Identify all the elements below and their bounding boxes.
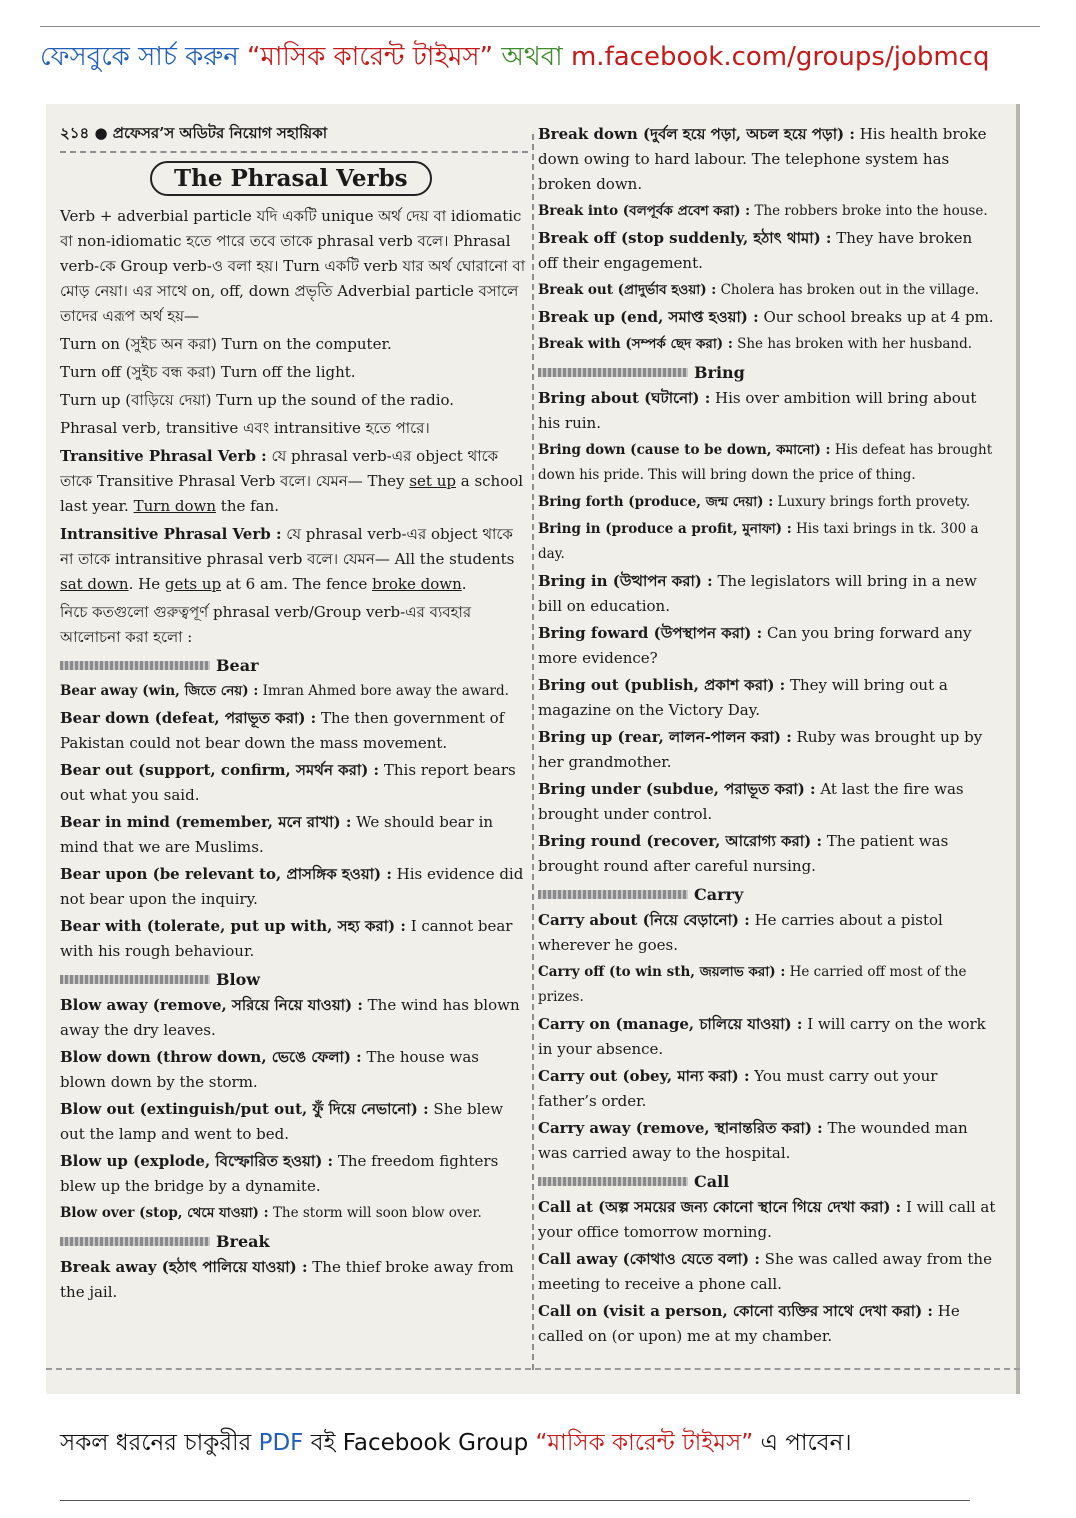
- phrasal-verb-term: Bear away (win, জিতে নেয়) :: [60, 683, 259, 699]
- phrasal-verb-entry: [60, 1201, 528, 1226]
- phrasal-verb-entry: [60, 679, 528, 704]
- phrasal-verb-entry: [60, 1149, 528, 1199]
- scanned-page: [46, 104, 1020, 1394]
- phrasal-verb-example: The wounded man was carried away to the hospital.: [538, 1119, 968, 1162]
- example-turn-up: Turn up (বাড়িয়ে দেয়া) Turn up the sound of the radio.: [60, 391, 455, 409]
- phrasal-verb-example: The wind has blown away the dry leaves.: [60, 996, 520, 1039]
- transitive-term: Transitive Phrasal Verb :: [60, 447, 267, 465]
- phrasal-verb-term: Break down (দুর্বল হয়ে পড়া, অচল হয়ে পড়া) :: [538, 125, 855, 143]
- section-heading-label: Bear: [216, 656, 259, 675]
- transitive-example-1: set up: [409, 472, 456, 490]
- section-bar: [538, 1177, 688, 1186]
- section-heading: [60, 1232, 528, 1251]
- phrasal-verb-entry: [538, 829, 996, 879]
- intransitive-example-2: gets up: [164, 575, 222, 593]
- transitive-mid: a school last year.: [60, 472, 524, 515]
- section-bar: [60, 661, 210, 670]
- phrasal-verb-example: He carries about a pistol wherever he goes.: [538, 911, 943, 954]
- transitive-text: যে phrasal verb-এর object থাকে তাকে Transitive Phrasal Verb বলে। যেমন— They: [60, 447, 499, 490]
- phrasal-verb-entry: [538, 673, 996, 723]
- phrasal-verb-example: Cholera has broken out in the village.: [720, 282, 979, 298]
- phrasal-verb-entry: [538, 1012, 996, 1062]
- phrasal-verb-term: Blow up (explode, বিস্ফোরিত হওয়া) :: [60, 1152, 334, 1170]
- section-heading-label: Carry: [694, 885, 744, 904]
- phrasal-verb-term: Bring forth (produce, জন্ম দেয়া) :: [538, 494, 774, 510]
- running-head: ২১৪ ● প্রফেসর’স অডিটর নিয়োগ সহায়িকা: [60, 122, 528, 153]
- phrasal-verb-entry: [538, 1064, 996, 1114]
- section-heading: [538, 885, 996, 904]
- left-sections: [60, 656, 528, 1305]
- phrasal-verb-term: Carry about (নিয়ে বেড়ানো) :: [538, 911, 750, 929]
- phrasal-verb-entry: [60, 862, 528, 912]
- phrasal-verb-example: I will call at your office tomorrow morning.: [538, 1198, 996, 1241]
- phrasal-verb-entry: [538, 1299, 996, 1349]
- transitivity-note: Phrasal verb, transitive এবং intransitive হতে পারে।: [60, 419, 430, 437]
- intransitive-definition: [60, 522, 528, 597]
- phrasal-verb-example: She blew out the lamp and went to bed.: [60, 1100, 504, 1143]
- phrasal-verb-term: Call away (কোথাও যেতে বলা) :: [538, 1250, 760, 1268]
- phrasal-verb-entry: [538, 569, 996, 619]
- phrasal-verb-entry: [538, 1247, 996, 1297]
- phrasal-verb-example: Ruby was brought up by her grandmother.: [538, 728, 983, 771]
- phrasal-verb-entry: [60, 1097, 528, 1147]
- transitive-end: the fan.: [220, 497, 280, 515]
- section-heading: [60, 970, 528, 989]
- phrasal-verb-entry: [60, 1045, 528, 1095]
- phrasal-verb-example: The patient was brought round after careful nursing.: [538, 832, 949, 875]
- phrasal-verb-entry: [538, 305, 996, 330]
- phrasal-verb-term: Blow away (remove, সরিয়ে নিয়ে যাওয়া) :: [60, 996, 363, 1014]
- phrasal-verb-term: Bear with (tolerate, put up with, সহ্য করা) :: [60, 917, 406, 935]
- phrasal-verb-entry: [60, 758, 528, 808]
- header-url-link[interactable]: m.facebook.com/groups/jobmcq: [570, 42, 990, 72]
- phrasal-verb-entry: [60, 810, 528, 860]
- phrasal-verb-example: His taxi brings in tk. 300 a day.: [538, 521, 979, 562]
- phrasal-verb-term: Break with (সম্পর্ক ছেদ করা) :: [538, 336, 733, 352]
- header-group-name: “মাসিক কারেন্ট টাইমস”: [247, 42, 494, 72]
- phrasal-verb-example: Can you bring forward any more evidence?: [538, 624, 972, 667]
- phrasal-verb-example: At last the fire was brought under control.: [538, 780, 964, 823]
- phrasal-verb-term: Bring in (উত্থাপন করা) :: [538, 572, 713, 590]
- section-heading: [538, 1172, 996, 1191]
- header-or-text: অথবা: [501, 42, 563, 72]
- phrasal-verb-example: I will carry on the work in your absence.: [538, 1015, 986, 1058]
- example-turn-on: Turn on (সুইচ অন করা) Turn on the computer.: [60, 335, 392, 353]
- break-continued-entries: [538, 122, 996, 357]
- phrasal-verb-entry: [60, 706, 528, 756]
- phrasal-verb-example: His health broke down owing to hard labour. The telephone system has broken down.: [538, 125, 987, 193]
- footer-rule: [60, 1500, 970, 1501]
- phrasal-verb-entry: [538, 490, 996, 515]
- phrasal-verb-term: Carry away (remove, স্থানান্তরিত করা) :: [538, 1119, 823, 1137]
- phrasal-verb-example: The freedom fighters blew up the bridge by a dynamite.: [60, 1152, 499, 1195]
- phrasal-verb-example: He carried off most of the prizes.: [538, 964, 967, 1005]
- phrasal-verb-term: Bring foward (উপস্থাপন করা) :: [538, 624, 763, 642]
- transitive-definition: [60, 444, 528, 519]
- header-search-text: ফেসবুকে সার্চ করুন: [40, 42, 239, 72]
- intransitive-example-1: sat down: [60, 575, 129, 593]
- important-note: নিচে কতগুলো গুরুত্বপূর্ণ phrasal verb/Group verb-এর ব্যবহার আলোচনা করা হলো :: [60, 603, 472, 646]
- footer-text-3: এ পাবেন।: [760, 1430, 852, 1456]
- section-bar: [60, 1237, 210, 1246]
- phrasal-verb-example: This report bears out what you said.: [60, 761, 516, 804]
- section-heading-label: Break: [216, 1232, 270, 1251]
- section-bar: [538, 890, 688, 899]
- phrasal-verb-example: Imran Ahmed bore away the award.: [262, 683, 509, 699]
- phrasal-verb-term: Break away (হঠাৎ পালিয়ে যাওয়া) :: [60, 1258, 308, 1276]
- top-rule: [40, 26, 1040, 27]
- phrasal-verb-term: Carry off (to win sth, জয়লাভ করা) :: [538, 964, 786, 980]
- phrasal-verb-entry: [538, 386, 996, 436]
- section-bar: [60, 975, 210, 984]
- phrasal-verb-example: Our school breaks up at 4 pm.: [763, 308, 994, 326]
- left-column: [60, 122, 528, 1364]
- footer-text-1: সকল ধরনের চাকুরীর: [60, 1430, 252, 1456]
- phrasal-verb-entry: [538, 777, 996, 827]
- phrasal-verb-term: Carry out (obey, মান্য করা) :: [538, 1067, 750, 1085]
- phrasal-verb-term: Bear out (support, confirm, সমর্থন করা) :: [60, 761, 380, 779]
- intransitive-text: যে phrasal verb-এর object থাকে না তাকে intransitive phrasal verb বলে। যেমন— All the students: [60, 525, 515, 568]
- column-divider: [532, 134, 534, 1370]
- phrasal-verb-entry: [60, 1255, 528, 1305]
- phrasal-verb-example: His defeat has brought down his pride. This will bring down the price of thing.: [538, 442, 993, 483]
- phrasal-verb-term: Bring up (rear, লালন-পালন করা) :: [538, 728, 792, 746]
- phrasal-verb-entry: [538, 332, 996, 357]
- phrasal-verb-term: Bear down (defeat, পরাভূত করা) :: [60, 709, 317, 727]
- phrasal-verb-entry: [538, 122, 996, 197]
- phrasal-verb-term: Call at (অল্প সময়ের জন্য কোনো স্থানে গিয়ে দেখা করা) :: [538, 1198, 902, 1216]
- phrasal-verb-example: His over ambition will bring about his ruin.: [538, 389, 977, 432]
- header-banner: [40, 36, 1040, 80]
- phrasal-verb-entry: [538, 226, 996, 276]
- example-turn-off: Turn off (সুইচ বন্ধ করা) Turn off the light.: [60, 363, 356, 381]
- section-heading: [538, 363, 996, 382]
- phrasal-verb-example: The legislators will bring in a new bill on education.: [538, 572, 977, 615]
- right-column: [538, 122, 996, 1364]
- phrasal-verb-term: Bear in mind (remember, মনে রাখা) :: [60, 813, 352, 831]
- phrasal-verb-term: Bear upon (be relevant to, প্রাসঙ্গিক হওয়া) :: [60, 865, 392, 883]
- section-heading-label: Bring: [694, 363, 745, 382]
- phrasal-verb-example: His evidence did not bear upon the inquiry.: [60, 865, 524, 908]
- section-heading-label: Blow: [216, 970, 261, 989]
- phrasal-verb-term: Break up (end, সমাপ্ত হওয়া) :: [538, 308, 759, 326]
- phrasal-verb-entry: [538, 960, 996, 1010]
- scan-bottom-rule: [46, 1368, 1020, 1378]
- phrasal-verb-example: I cannot bear with his rough behaviour.: [60, 917, 513, 960]
- phrasal-verb-term: Call on (visit a person, কোনো ব্যক্তির সাথে দেখা করা) :: [538, 1302, 933, 1320]
- intransitive-mid-2: at 6 am. The fence: [225, 575, 368, 593]
- section-bar: [538, 368, 688, 377]
- phrasal-verb-example: She was called away from the meeting to receive a phone call.: [538, 1250, 992, 1293]
- page-title: The Phrasal Verbs: [150, 161, 432, 196]
- phrasal-verb-term: Bring about (ঘটানো) :: [538, 389, 711, 407]
- phrasal-verb-example: They have broken off their engagement.: [538, 229, 973, 272]
- phrasal-verb-entry: [538, 517, 996, 567]
- phrasal-verb-example: The house was blown down by the storm.: [60, 1048, 480, 1091]
- phrasal-verb-term: Break off (stop suddenly, হঠাৎ থামা) :: [538, 229, 832, 247]
- phrasal-verb-entry: [60, 914, 528, 964]
- phrasal-verb-example: They will bring out a magazine on the Victory Day.: [538, 676, 948, 719]
- phrasal-verb-term: Blow out (extinguish/put out, ফুঁ দিয়ে নেভানো) :: [60, 1100, 429, 1118]
- intransitive-term: Intransitive Phrasal Verb :: [60, 525, 282, 543]
- phrasal-verb-entry: [538, 1195, 996, 1245]
- phrasal-verb-entry: [60, 993, 528, 1043]
- footer-text-2: বই Facebook Group: [310, 1430, 529, 1456]
- phrasal-verb-example: The thief broke away from the jail.: [60, 1258, 514, 1301]
- intransitive-mid-1: . He: [128, 575, 161, 593]
- phrasal-verb-entry: [538, 621, 996, 671]
- phrasal-verb-term: Bring round (recover, আরোগ্য করা) :: [538, 832, 823, 850]
- footer-banner: [60, 1424, 1020, 1463]
- phrasal-verb-entry: [538, 278, 996, 303]
- section-heading-label: Call: [694, 1172, 730, 1191]
- phrasal-verb-example: The robbers broke into the house.: [754, 203, 988, 219]
- phrasal-verb-example: You must carry out your father’s order.: [538, 1067, 938, 1110]
- intransitive-end: .: [461, 575, 467, 593]
- transitive-example-2: Turn down: [133, 497, 217, 515]
- phrasal-verb-example: The storm will soon blow over.: [272, 1205, 482, 1221]
- footer-pdf: PDF: [258, 1430, 304, 1456]
- right-sections: [538, 363, 996, 1349]
- phrasal-verb-term: Carry on (manage, চালিয়ে যাওয়া) :: [538, 1015, 803, 1033]
- phrasal-verb-term: Bring out (publish, প্রকাশ করা) :: [538, 676, 786, 694]
- phrasal-verb-example: He called on (or upon) me at my chamber.: [538, 1302, 960, 1345]
- phrasal-verb-entry: [538, 199, 996, 224]
- phrasal-verb-term: Break into (বলপূর্বক প্রবেশ করা) :: [538, 203, 751, 219]
- footer-group-name: “মাসিক কারেন্ট টাইমস”: [535, 1430, 754, 1456]
- phrasal-verb-term: Blow down (throw down, ভেঙে ফেলা) :: [60, 1048, 362, 1066]
- phrasal-verb-example: She has broken with her husband.: [737, 336, 973, 352]
- phrasal-verb-term: Bring in (produce a profit, মুনাফা) :: [538, 521, 792, 537]
- phrasal-verb-entry: [538, 908, 996, 958]
- phrasal-verb-term: Blow over (stop, থেমে যাওয়া) :: [60, 1205, 269, 1221]
- phrasal-verb-example: We should bear in mind that we are Muslims.: [60, 813, 494, 856]
- phrasal-verb-term: Bring under (subdue, পরাভূত করা) :: [538, 780, 816, 798]
- phrasal-verb-entry: [538, 1116, 996, 1166]
- phrasal-verb-example: The then government of Pakistan could not bear down the mass movement.: [60, 709, 505, 752]
- intro-paragraph: Verb + adverbial particle যদি একটি unique অর্থ দেয় বা idiomatic বা non-idiomatic হতে পারে তবে তাকে phrasal verb বলে। Phrasal verb-কে Group verb-ও বলা হয়। Turn একটি verb যার অর্থ ঘোরানো বা মোড় নেয়া। এর সাথে on, off, down প্রভৃতি Adverbial particle বসালে তাদের এরূপ অর্থ হয়—: [60, 207, 526, 325]
- section-heading: [60, 656, 528, 675]
- phrasal-verb-entry: [538, 438, 996, 488]
- intransitive-example-3: broke down: [372, 575, 462, 593]
- phrasal-verb-entry: [538, 725, 996, 775]
- phrasal-verb-example: Luxury brings forth provety.: [777, 494, 971, 510]
- phrasal-verb-term: Break out (প্রাদুর্ভাব হওয়া) :: [538, 282, 717, 298]
- phrasal-verb-term: Bring down (cause to be down, কমানো) :: [538, 442, 831, 458]
